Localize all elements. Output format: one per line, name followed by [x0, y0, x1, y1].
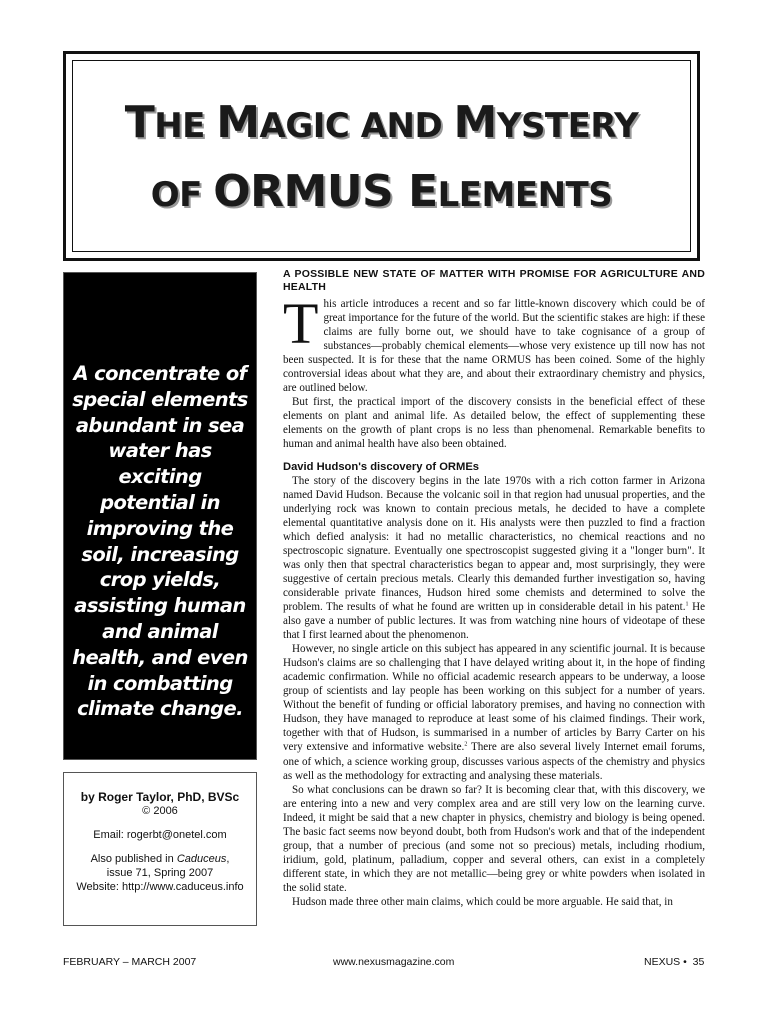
paragraph-text: There are also several lively Internet email forums, one of which, a science working group, discusses various aspects of the chemistry and physics as well as the methodology for extracting and analysing these materials.: [283, 741, 705, 782]
paragraph: [283, 474, 705, 643]
title-line-1: [73, 93, 690, 162]
byline-issue: issue 71, Spring 2007: [106, 867, 214, 879]
paragraph: Hudson made three other main claims, which could be more arguable. He said that, in: [292, 895, 673, 908]
paragraph: [283, 642, 705, 782]
article-title: [73, 93, 690, 231]
footnote-ref: 2: [464, 741, 468, 748]
footer-magazine: NEXUS: [644, 956, 681, 968]
article-body: [283, 268, 705, 909]
paragraph: [283, 291, 705, 395]
published-prefix: Also published in: [90, 853, 177, 865]
published-journal: Caduceus: [176, 853, 227, 865]
byline-published: [64, 852, 256, 866]
byline-website: Website: http://www.caduceus.info: [76, 881, 244, 893]
title-part: AGIC AND: [259, 106, 454, 146]
subheading: David Hudson's discovery of ORMEs: [283, 460, 479, 473]
footnote-ref: 1: [685, 601, 689, 608]
title-part: E: [408, 166, 438, 217]
title-part: HE: [154, 106, 217, 146]
title-inner-border: [72, 60, 691, 252]
paragraph-text: However, no single article on this subject has appeared in any scientific journal. It is because Hudson's claims are so challenging that I have delayed writing about it, in the hope of finding academic confirmation. While no official academic research appears to be underway, a loose group of scientists and lay people has been working on this subject for a number of years. Without the benefit of funding or official laboratory premises, and having no connection with Hudson, they have managed to reproduce at least some of his claimed findings. Their work, together with that of Hudson, is summarised in a number of articles by Barry Carter on his very extensive and informative website.: [283, 643, 705, 754]
paragraph: So what conclusions can be drawn so far? It is becoming clear that, with this discovery, we are entering into a new and very complex area and are still very low on the learning curve. Indeed, it might be said that a new chapter in physics, chemistry and biology is being opened. The basic fact seems now beyond doubt, both from Hudson's work and that of the independent group, that a number of precious (and some not so precious) metals, including rhodium, iridium, gold, platinum, palladium, copper and several others, can exist in a completely different state, in which they are not metallic—being grey or white powders when isolated in the solid state.: [283, 783, 705, 894]
title-part: T: [124, 97, 155, 148]
paragraph-text: He also gave a number of public lectures. It was from watching nine hours of videotape of these that I first learned about the phenomenon.: [283, 600, 706, 642]
paragraph-text: his article introduces a recent and so far little-known discovery which could be of great importance for the future of the world. But the scientific stakes are high: if these claims are fully borne out, we should have to take cognisance of a group of substances—probably chemical elements—whose very existence up till now has not been suspected. It is for these that the name ORMUS has been coined. Some of the highly controversial ideas about what they are, and about their extraordinary chemistry and physics, are outlined below.: [283, 298, 705, 395]
title-part: M: [453, 97, 497, 148]
byline-copyright: © 2006: [142, 805, 178, 817]
pull-quote: A concentrate of special elements abundant in sea water has exciting potential in improving the soil, increasing crop yields, assisting human and animal health, and even in combatting climate change.: [72, 362, 248, 721]
published-suffix: ,: [226, 853, 230, 865]
title-part: YSTERY: [496, 106, 639, 146]
footer-date: FEBRUARY – MARCH 2007: [63, 956, 197, 968]
byline-author: by Roger Taylor, PhD, BVSc: [80, 790, 240, 804]
byline-email: Email: rogerbt@onetel.com: [93, 829, 227, 841]
paragraph: But first, the practical import of the discovery consists in the beneficial effect of these elements on plant and animal life. As detailed below, the effect of supplementing these elements on the growth of plant crops is no less than phenomenal. Remarkable benefits to human and animal health have also been obtained.: [283, 396, 705, 451]
article-kicker: A POSSIBLE NEW STATE OF MATTER WITH PROMISE FOR AGRICULTURE AND HEALTH: [283, 268, 705, 293]
paragraph-text: The story of the discovery begins in the late 1970s with a rich cotton farmer in Arizona named David Hudson. Because the volcanic soil in that region had unusual properties, and the underlying rock was known to contain precious metals, he decided to have a complete elemental quantitative analysis done on it. His analysts were then puzzled to find a fraction which defied analysis: it had no metallic characteristics, no chemical reactions and no spectroscopic signature. Eventually one spectroscopist suggested giving it a "longer burn". It was only then that spectral characteristics began to appear and, most surprisingly, they were suggestive of certain precious metals. Clearly this demanded further investigation so, having considerable private finances, Hudson hired some chemists and determined to solve the problem. The results of what he found are written up in considerable detail in his patent.: [283, 474, 705, 613]
title-part: OF: [150, 175, 214, 215]
footer-page: [644, 956, 704, 968]
title-part: LEMENTS: [437, 175, 613, 215]
title-part: M: [216, 97, 260, 148]
footer-bullet: •: [683, 956, 687, 968]
pull-quote-box: [63, 272, 257, 760]
drop-cap: T: [283, 291, 319, 356]
title-box: [63, 51, 700, 261]
title-part: ORMUS: [213, 166, 409, 217]
byline-box: [63, 772, 257, 926]
title-line-2: [73, 162, 690, 231]
footer-page-number: 35: [692, 956, 705, 968]
footer-website: www.nexusmagazine.com: [333, 956, 455, 968]
